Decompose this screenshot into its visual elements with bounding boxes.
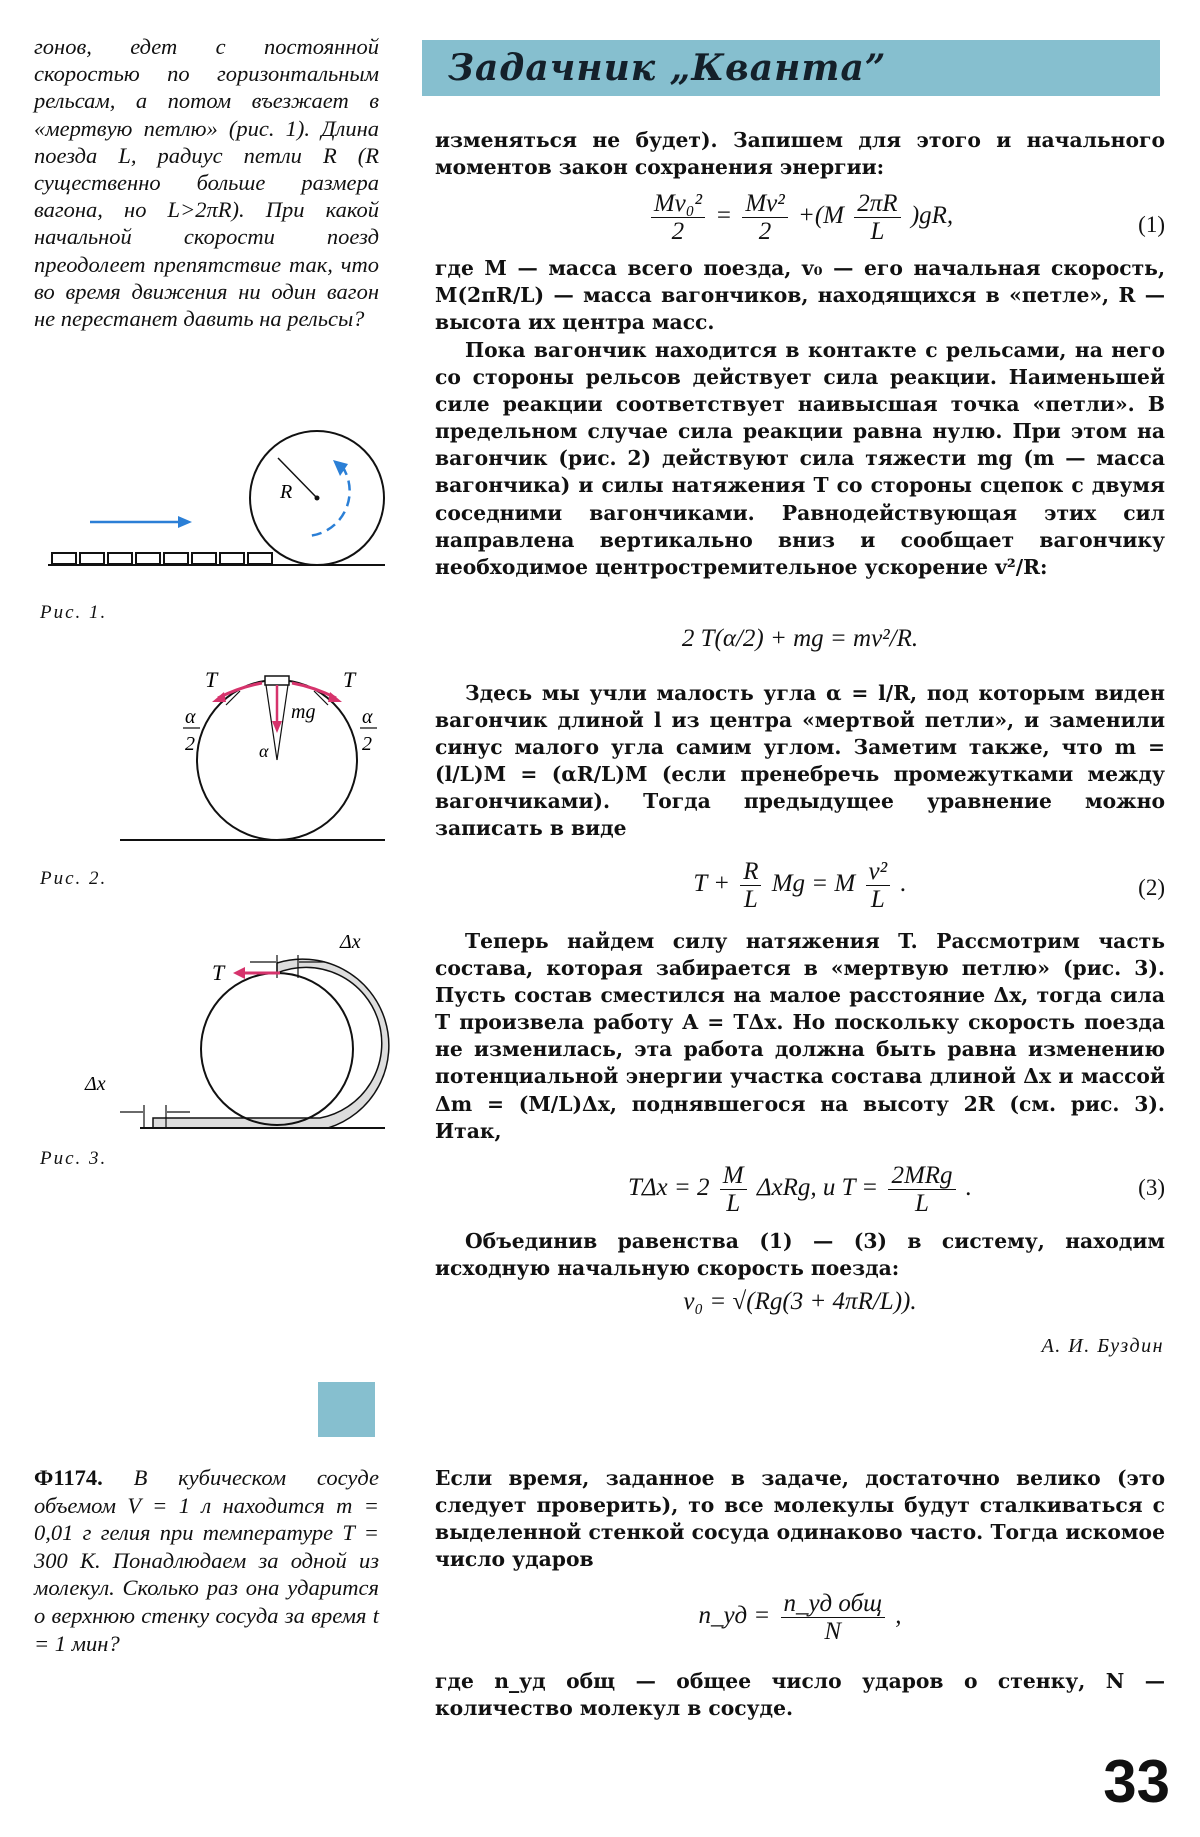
equation-1-number: (1) [1138, 212, 1165, 237]
alpha-half-right-num: α [362, 706, 373, 728]
tension-right-label: T [343, 667, 356, 692]
decorative-square [318, 1382, 375, 1437]
equation-3 [435, 1162, 1165, 1217]
figure-2 [40, 665, 390, 845]
dx-top-label: Δx [340, 931, 361, 953]
problem-1174-equation [435, 1590, 1165, 1645]
eq1-mid-num: Mv² [742, 190, 787, 218]
eq2-f1-num: R [740, 858, 761, 886]
figure-3-caption: Рис. 3. [40, 1148, 108, 1169]
p1174-eq-lhs: n_уд = [698, 1602, 771, 1630]
eq3-lhs: TΔx = 2 [627, 1174, 710, 1202]
eq3-f2-den: L [915, 1190, 929, 1217]
problem-statement-tail: гонов, едет с постоянной скоростью по горизонтальным рельсам, а потом въезжает в «мертвую петлю» (рис. 1). Длина поезда L, радиус петли R (R существенно больше размера вагона, но L>2πR). При какой начальной скорости поезд преодолеет препятствие так, что во время движения ни один вагон не перестанет давить на рельсы? [34, 34, 379, 332]
equation-3-number: (3) [1138, 1175, 1165, 1200]
solution-paragraph-5: Теперь найдем силу натяжения T. Рассмотрим часть состава, которая забирается в «мертвую петлю» (рис. 3). Пусть состав сместился на малое расстояние Δx, тогда сила T произвела работу A = TΔx. Но поскольку скорость поезда не изменилась, эта работа должна быть равна изменению потенциальной энергии участка состава длиной Δx и массой Δm = (M/L)Δx, поднявшегося на высоту 2R (см. рис. 3). Итак, [435, 929, 1165, 1143]
eq3-mid: ΔxRg, и T = [756, 1174, 879, 1202]
problem-1174-solution-p1: Если время, заданное в задаче, достаточно велико (это следует проверить), то все молекулы будут сталкиваться с выделенной стенкой сосуда одинаково часто. Тогда искомое число ударов [435, 1466, 1165, 1572]
solution-paragraph-4: Здесь мы учли малость угла α = l/R, под которым виден вагончик длиной l из центра «мертвой петли», и заменили синус малого угла самим углом. Заметим также, что m = (l/L)M = (αR/L)M (если пренебречь промежутками между вагончиками). Тогда предыдущее уравнение можно записать в виде [435, 681, 1165, 841]
velocity-arrowhead [178, 516, 192, 528]
loop-circle [201, 973, 353, 1125]
gravity-label: mg [291, 701, 316, 723]
eq1-f3-num: 2πR [854, 190, 900, 218]
eq1-plus: +(M [797, 202, 845, 230]
tension-left-label: T [205, 667, 218, 692]
motion-arc [308, 466, 350, 536]
problem-1174-text: В кубическом сосуде объемом V = 1 л находится m = 0,01 г гелия при температуре T = 300 К. Понадлюдаем за одной из молекул. Сколько раз она ударится о верхнюю стенку сосуда за время t = 1 мин? [34, 1465, 379, 1656]
tension-label: T [212, 960, 225, 985]
eq3-end: . [965, 1174, 973, 1202]
problem-1174 [34, 1464, 379, 1657]
equation-2-number: (2) [1138, 875, 1165, 900]
eq2-end: . [900, 870, 907, 898]
eq3-f2-num: 2MRg [888, 1162, 955, 1190]
page-number: 33 [1103, 1748, 1170, 1815]
eq2-f1-den: L [743, 886, 758, 913]
train-wagons [52, 553, 272, 564]
solution-paragraph-3: Пока вагончик находится в контакте с рельсами, на него со стороны рельсов действует сила реакции. Наименьшей силе реакции соответствует наивысшая точка «петли». В предельном случае сила реакции равна нулю. При этом на вагончик (рис. 2) действуют сила тяжести mg (m — масса вагончика) и силы натяжения T со стороны сцепок с двумя соседними вагончиками. Равнодействующая этих сил направлена вертикально вниз и сообщает вагончику необходимое центростремительное ускорение v²/R: [435, 338, 1165, 579]
eq1-tail: )gR, [910, 202, 954, 230]
equation-final: v₀ = √(Rg(3 + 4πR/L)). [683, 1288, 917, 1315]
p1174-eq-num: n_уд общ [781, 1590, 886, 1618]
eq3-f1-num: M [720, 1162, 747, 1190]
alpha-half-left-num: α [185, 706, 196, 728]
alpha-half-right-den: 2 [362, 733, 372, 755]
figure-1-caption: Рис. 1. [40, 602, 108, 623]
p1174-eq-den: N [824, 1618, 842, 1645]
figure-3 [40, 930, 390, 1130]
eq2-lhs: T + [693, 870, 730, 898]
p1174-eq-end: , [895, 1602, 902, 1630]
eq1-f3-den: L [870, 218, 885, 245]
solution-paragraph-6: Объединив равенства (1) — (3) в систему, находим исходную начальную скорость поезда: [435, 1229, 1165, 1281]
problem-1174-solution-p2: где n_уд общ — общее число ударов о стенку, N — количество молекул в сосуде. [435, 1669, 1165, 1721]
eq1-lhs-num: Mv₀² [651, 190, 705, 218]
solution-paragraph-1: изменяться не будет). Запишем для этого и начального моментов закон сохранения энергии: [435, 128, 1165, 180]
equation-mid: 2 T(α/2) + mg = mv²/R. [681, 625, 919, 652]
eq2-f2-num: v² [866, 858, 891, 886]
alpha-label: α [259, 741, 269, 761]
eq1-lhs-den: 2 [671, 218, 685, 245]
equation-2 [435, 858, 1165, 913]
author-signature: А. И. Буздин [1041, 1335, 1164, 1357]
eq2-f2-den: L [870, 886, 885, 913]
figure-1 [40, 428, 390, 578]
eq2-mid: Mg = M [771, 870, 856, 898]
problem-1174-number: Ф1174. [34, 1465, 103, 1490]
alpha-half-left-den: 2 [185, 733, 195, 755]
solution-paragraph-2: где M — масса всего поезда, v₀ — его начальная скорость, M(2πR/L) — масса вагончиков, находящихся в «петле», R — высота их центра масс. [435, 256, 1165, 335]
wagon [265, 676, 289, 685]
equation-1: $\frac{\text{Mv₀²}}{2}$ = $\frac{\text{Mv²}}{2}$ +(M $\frac{2\pi R}{L}$ )gR, [435, 190, 1165, 245]
banner-title: Задачник „Кванта” [448, 47, 887, 89]
dx-bottom-label: Δx [85, 1073, 106, 1095]
radius-label: R [280, 481, 293, 503]
eq3-f1-den: L [726, 1190, 741, 1217]
eq1-mid-den: 2 [758, 218, 772, 245]
figure-2-caption: Рис. 2. [40, 868, 108, 889]
section-banner [422, 40, 1160, 96]
